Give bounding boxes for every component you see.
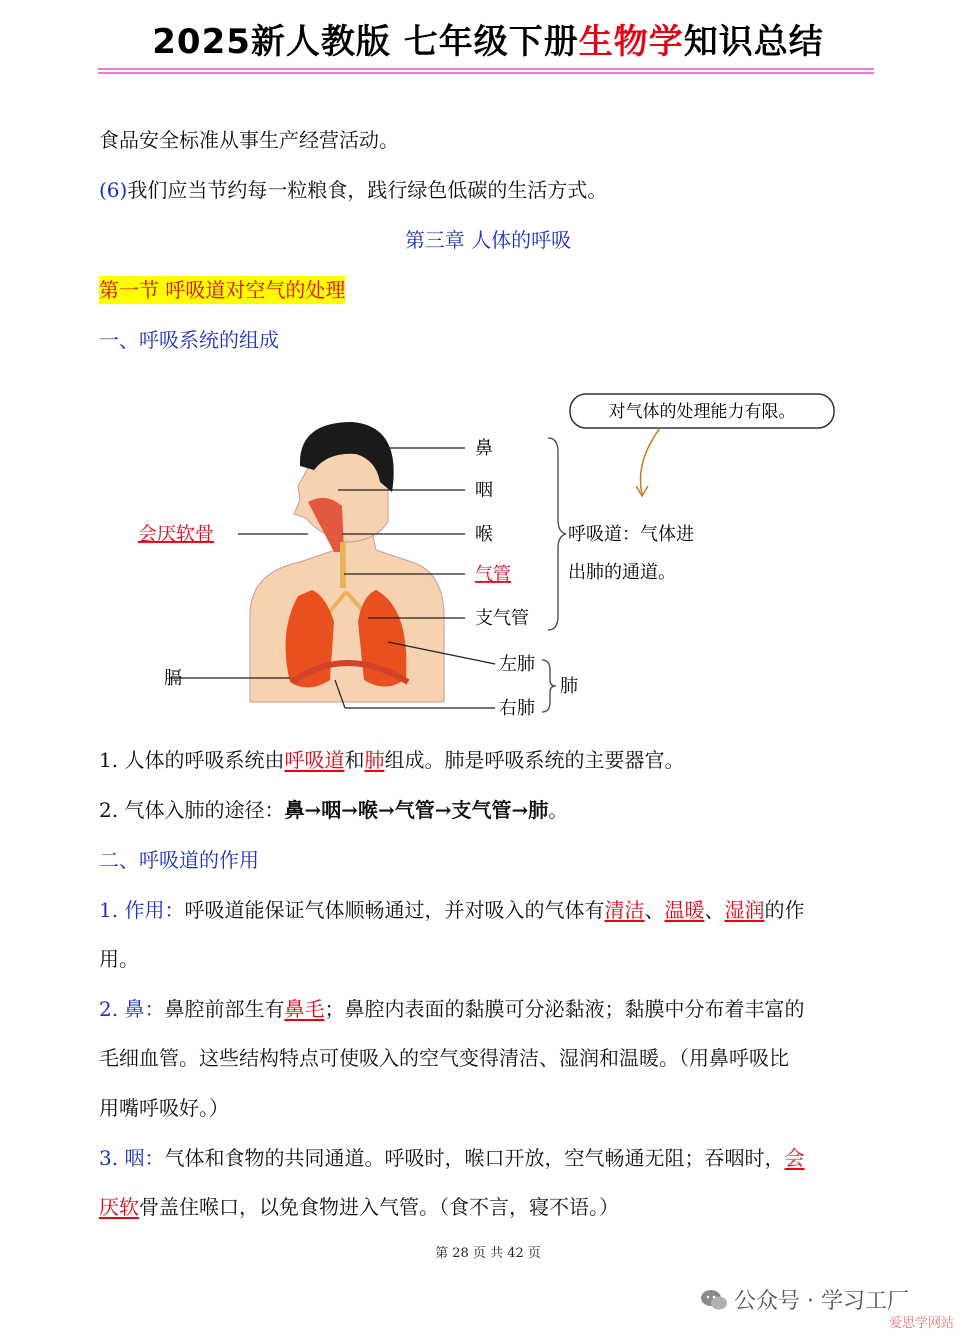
text-run: 气体和食物的共同通道。呼吸时，喉口开放，空气畅通无阻；吞咽时， [164,1146,785,1170]
page-number: 第 28 页 共 42 页 [435,1246,541,1261]
keyword: 鼻毛 [284,997,325,1021]
text-run: 2. 气体入肺的途径： [99,798,285,822]
keyword: 清洁 [604,898,645,922]
paragraph-line [99,1193,619,1221]
watermark [700,1284,909,1315]
text-run: 呼吸道能保证气体顺畅通过，并对吸入的气体有 [184,898,605,922]
label-lung: 肺 [560,676,578,697]
subheading-composition: 一、呼吸系统的组成 [99,328,279,352]
watermark-text: 公众号 · 学习工厂 [734,1289,909,1314]
label-epiglottis: 会厌软骨 [138,523,215,545]
label-trachea: 气管 [475,564,511,585]
item-number: (6) [99,178,128,202]
label-bronchus: 支气管 [475,608,529,629]
text-run: 组成。肺是呼吸系统的主要器官。 [384,748,685,772]
airway-brace [548,438,566,630]
keyword: 温暖 [664,898,705,922]
wechat-icon [700,1288,728,1312]
airway-definition-line2: 出肺的通道。 [568,562,676,583]
text-run: 骨盖住喉口，以免食物进入气管。（食不言，寝不语。） [139,1195,619,1219]
paragraph-line: 用。 [99,947,139,971]
section-title [99,276,345,304]
text-run: 和 [344,748,365,772]
text-run: 1. 人体的呼吸系统由 [99,748,285,772]
keyword: 湿润 [724,898,765,922]
text-run: 鼻腔前部生有 [164,997,285,1021]
section-title-text: 第一节 呼吸道对空气的处理 [99,278,346,302]
keyword: 厌软 [99,1195,139,1219]
callout-text: 对气体的处理能力有限。 [608,402,796,422]
text-run: 、 [644,898,665,922]
label-nose: 鼻 [475,438,493,459]
text-run: 的作 [764,898,805,922]
paragraph-line: 用嘴呼吸好。） [99,1096,229,1120]
paragraph-line [99,995,804,1023]
header-title-part1: 2025新人教版 七年级下册 [152,22,579,62]
page-header [0,14,976,63]
paragraph-line [99,1144,804,1172]
keyword: 呼吸道 [284,748,345,772]
paragraph-line: 毛细血管。这些结构特点可使吸入的空气变得清洁、湿润和温暖。（用鼻呼吸比 [99,1046,789,1070]
airway-definition-line1: 呼吸道：气体进 [568,524,694,545]
header-title-part3: 知识总结 [683,22,824,62]
paragraph-line [99,746,684,774]
label-diaphragm: 膈 [164,668,182,689]
label-left-lung: 左肺 [499,654,535,675]
paragraph-line [99,896,804,924]
subheading-function: 二、呼吸道的作用 [99,848,259,872]
human-torso-illustration [250,422,444,702]
site-watermark: 爱思学网站 [888,1316,954,1331]
item-text: 我们应当节约每一粒粮食，践行绿色低碳的生活方式。 [127,178,608,202]
keyword: 肺 [364,748,385,772]
item-label: 3. 咽： [99,1146,165,1170]
item-label: 1. 作用： [99,898,185,922]
label-pharynx: 咽 [475,480,493,501]
text-run: ；鼻腔内表面的黏膜可分泌黏液；黏膜中分布着丰富的 [324,997,805,1021]
text-run: 、 [704,898,725,922]
item-label: 2. 鼻： [99,997,165,1021]
text-run: 。 [548,798,569,822]
header-title-highlight: 生物学 [578,22,684,62]
header-rule-bottom [98,72,874,74]
air-path: 鼻→咽→喉→气管→支气管→肺 [284,798,549,822]
callout-arrow [640,428,660,494]
label-right-lung: 右肺 [499,698,535,719]
paragraph-line [99,176,607,204]
label-larynx: 喉 [475,524,493,545]
keyword: 会 [784,1146,805,1170]
header-rule-top [98,68,874,70]
respiratory-system-figure [130,382,870,722]
paragraph-line [99,796,568,824]
lung-brace [542,660,556,712]
chapter-title: 第三章 人体的呼吸 [404,228,572,252]
paragraph-line: 食品安全标准从事生产经营活动。 [99,128,399,152]
